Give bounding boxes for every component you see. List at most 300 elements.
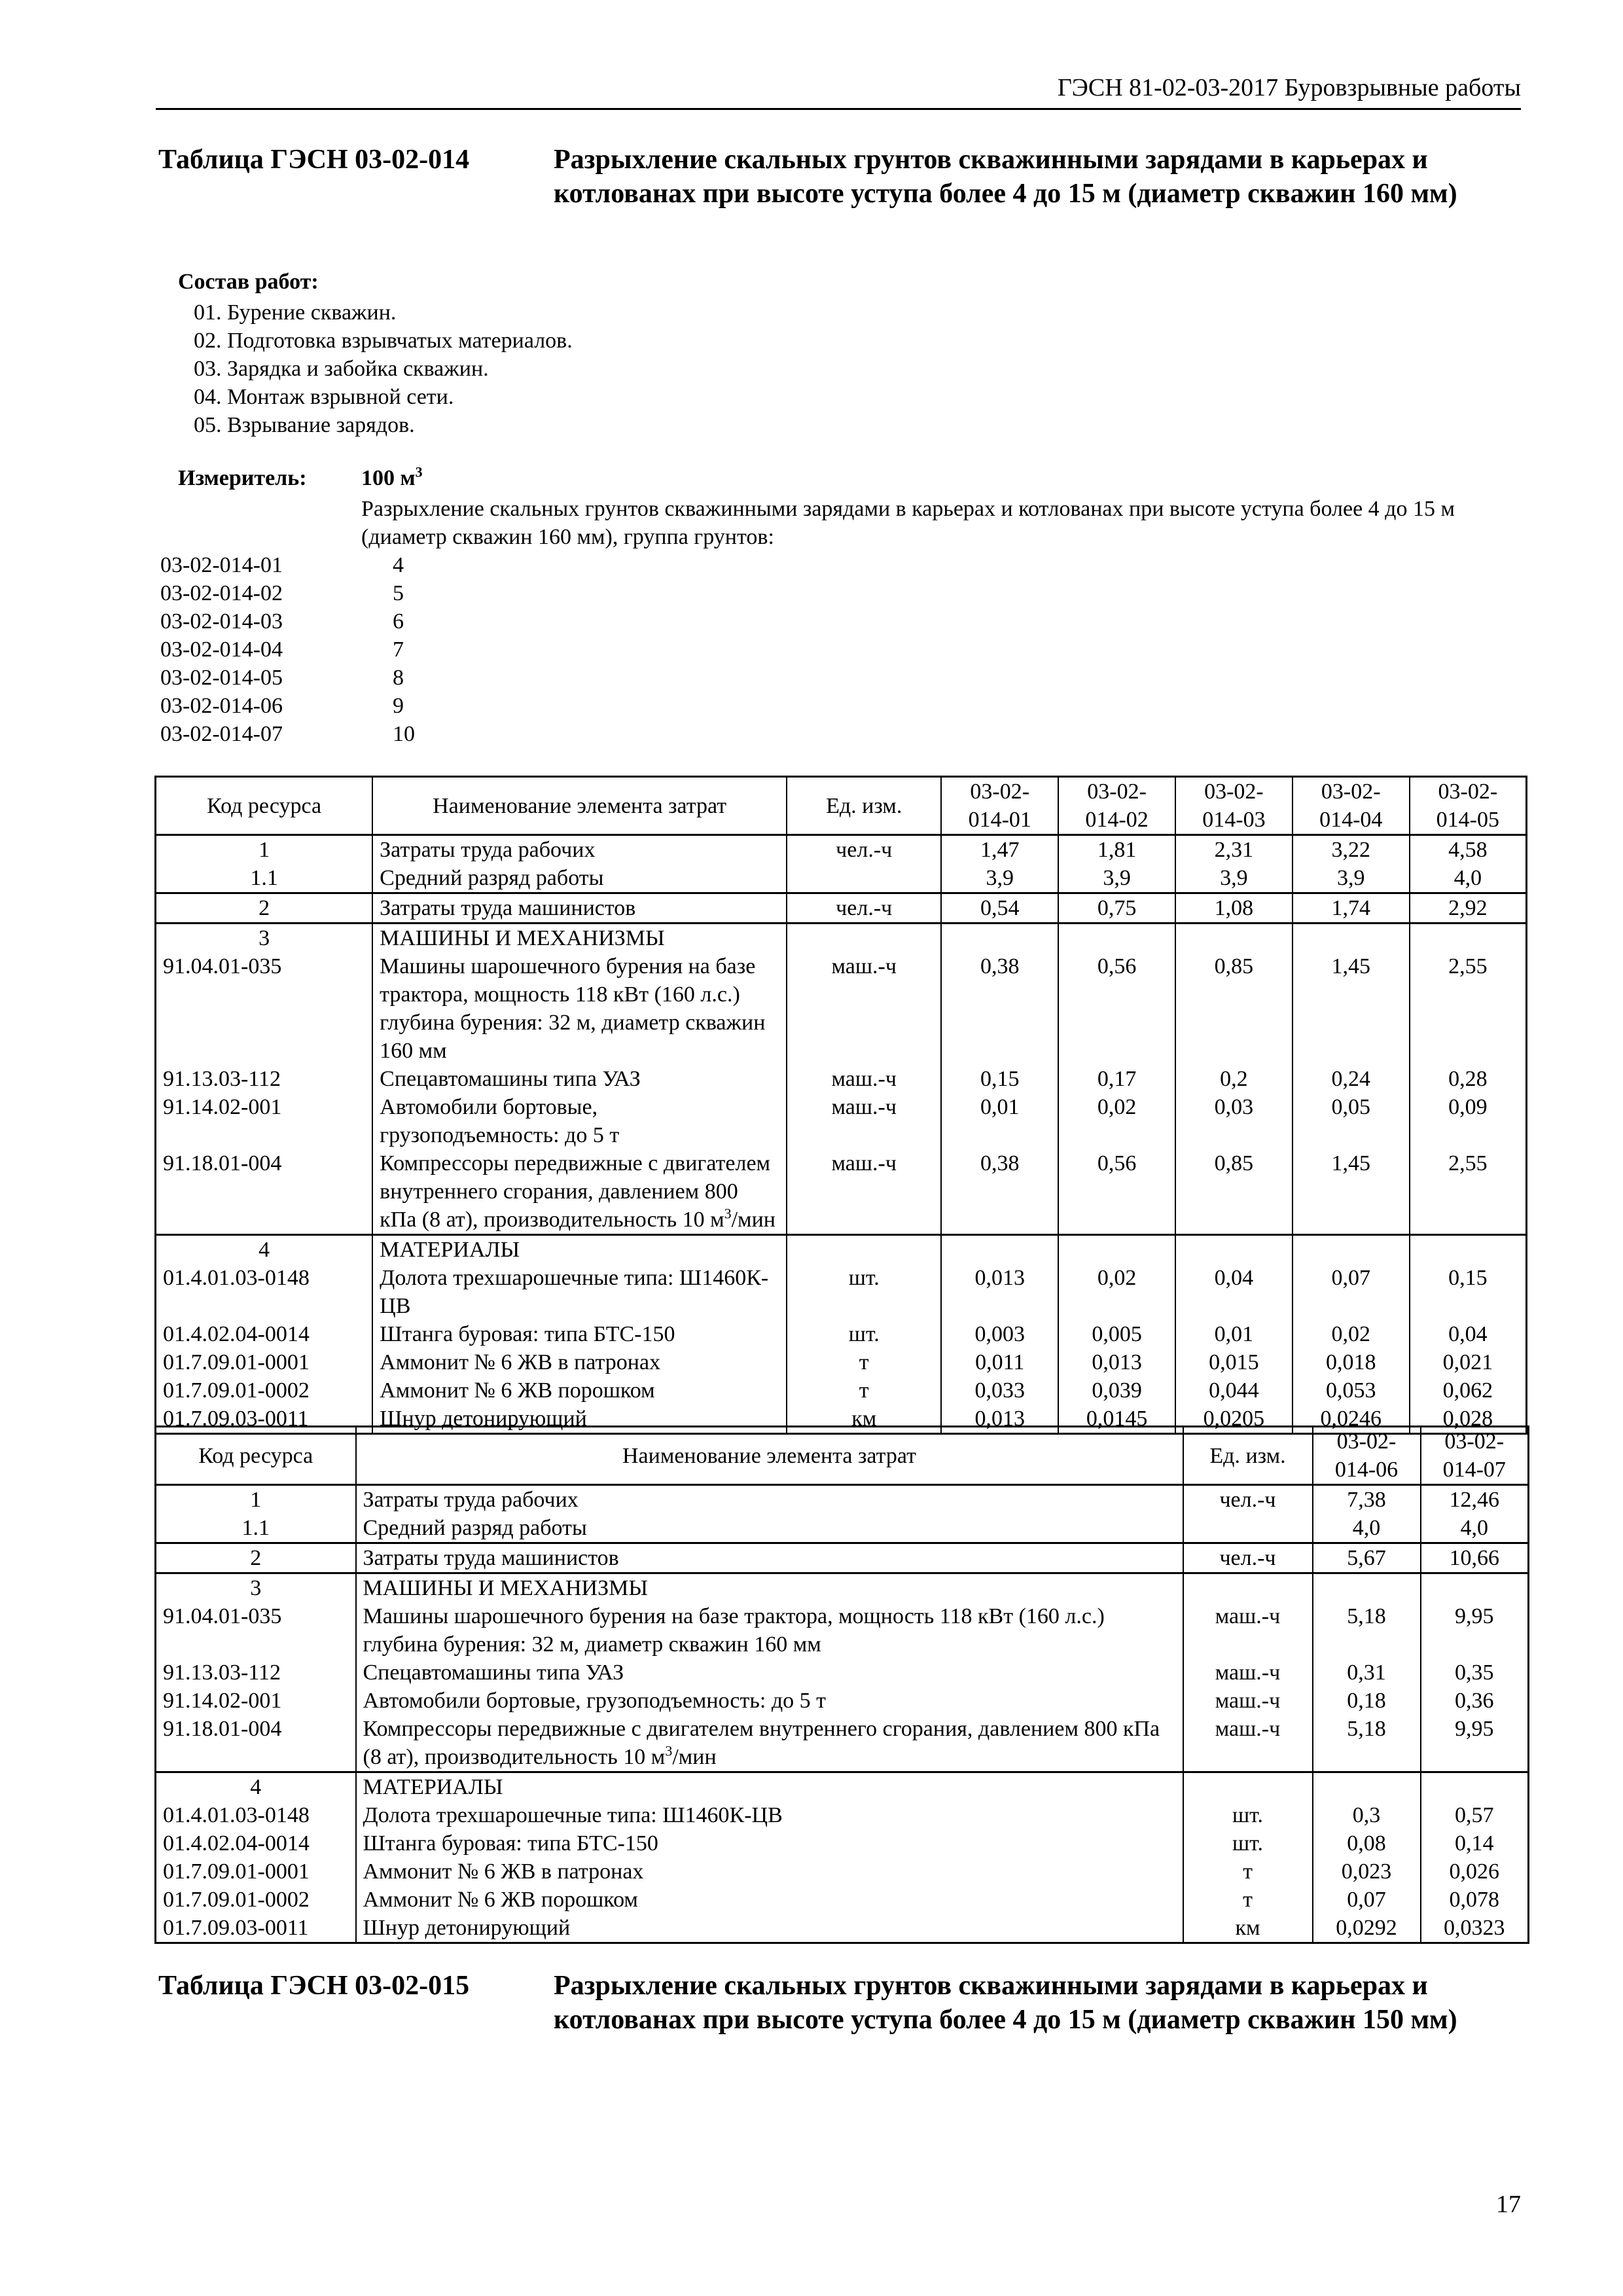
resource-value: 0,18 [1313, 1687, 1421, 1715]
code-row [160, 607, 488, 636]
resource-value [1058, 1235, 1175, 1265]
header-norm-part: 014-06 [1334, 1458, 1399, 1482]
resource-value: 0,31 [1313, 1659, 1421, 1687]
resource-value: 0,0205 [1175, 1405, 1293, 1434]
resource-value: 0,04 [1175, 1264, 1293, 1320]
resource-row [156, 1514, 1529, 1543]
resource-code: 01.7.09.03-0011 [156, 1914, 356, 1943]
resource-row [156, 924, 1527, 953]
header-norm-part: 03-02- [1204, 780, 1264, 804]
resource-name [356, 1772, 1183, 1802]
resource-value: 0,24 [1293, 1065, 1410, 1093]
resource-unit: чел.-ч [787, 893, 941, 924]
resource-value: 0,07 [1293, 1264, 1410, 1320]
resource-row [156, 1348, 1527, 1376]
resource-value [1313, 1772, 1421, 1802]
resource-value: 0,03 [1175, 1093, 1293, 1149]
composition-item: 02. Подготовка взрывчатых материалов. [194, 329, 573, 353]
resource-row [156, 1886, 1529, 1914]
header-norm-column [1058, 777, 1175, 835]
resource-value: 12,46 [1421, 1485, 1529, 1515]
resource-unit: маш.-ч [1183, 1687, 1313, 1715]
resource-value: 0,3 [1313, 1801, 1421, 1829]
resource-value: 0,0246 [1293, 1405, 1410, 1434]
resource-name-text: Штанга буровая: типа БТС-150 [380, 1322, 675, 1346]
resource-unit: чел.-ч [787, 835, 941, 865]
resource-value [941, 1235, 1058, 1265]
resource-value [1175, 1235, 1293, 1265]
resource-value: 0,07 [1313, 1886, 1421, 1914]
resource-name [356, 1602, 1183, 1659]
header-code: Код ресурса [156, 777, 373, 835]
resource-unit: чел.-ч [1183, 1485, 1313, 1515]
resource-value: 0,01 [1175, 1320, 1293, 1348]
resource-name [372, 924, 787, 953]
norm-code: 03-02-014-02 [160, 581, 283, 605]
resource-code: 91.04.01-035 [156, 1602, 356, 1659]
header-rule [156, 108, 1521, 110]
resource-name-text: Компрессоры передвижные с двигателем внутреннего сгорания, давлением 800 кПа (8 ат), производительность 10 м [380, 1151, 771, 1232]
composition-item: 05. Взрывание зарядов. [194, 413, 415, 437]
resource-unit: маш.-ч [1183, 1715, 1313, 1772]
resource-value [1313, 1573, 1421, 1603]
resource-value: 0,078 [1421, 1886, 1529, 1914]
resource-name [372, 1320, 787, 1348]
resource-name-text: Затраты труда рабочих [363, 1488, 579, 1512]
resource-row [156, 1602, 1529, 1659]
resource-name-text: Шнур детонирующий [363, 1916, 571, 1940]
resource-name [356, 1573, 1183, 1603]
header-norm-column [1421, 1427, 1529, 1485]
resource-code: 1.1 [156, 864, 373, 893]
header-norm-part: 03-02- [1444, 1429, 1505, 1454]
resource-name-text: Шнур детонирующий [380, 1407, 587, 1431]
resource-value: 3,22 [1293, 835, 1410, 865]
resource-value: 2,55 [1410, 1149, 1527, 1235]
resource-value: 4,0 [1421, 1514, 1529, 1543]
resource-name-text: МАТЕРИАЛЫ [380, 1238, 520, 1262]
resource-value: 0,85 [1175, 952, 1293, 1065]
resource-name-text: Автомобили бортовые, грузоподъемность: до 5 т [363, 1689, 826, 1713]
resource-unit: маш.-ч [787, 1065, 941, 1093]
resource-unit: км [1183, 1914, 1313, 1943]
resource-code: 01.7.09.01-0002 [156, 1886, 356, 1914]
resource-name-text: Затраты труда машинистов [363, 1546, 619, 1570]
resource-code: 91.04.01-035 [156, 952, 373, 1065]
resource-value: 0,021 [1410, 1348, 1527, 1376]
resource-row [156, 1772, 1529, 1802]
resource-name-text: Спецавтомашины типа УАЗ [380, 1067, 641, 1091]
resource-code: 2 [156, 893, 373, 924]
resource-value: 1,74 [1293, 893, 1410, 924]
resource-name [372, 835, 787, 865]
resource-row [156, 1485, 1529, 1515]
soil-group: 6 [393, 609, 404, 634]
resource-value [1175, 924, 1293, 953]
resource-name-sup: 3 [724, 1205, 732, 1222]
code-row [160, 636, 488, 664]
resource-name-text: Долота трехшарошечные типа: Ш1460К-ЦВ [380, 1266, 769, 1318]
resource-value: 0,011 [941, 1348, 1058, 1376]
resource-name-text: Аммонит № 6 ЖВ в патронах [380, 1350, 661, 1374]
header-norm-part: 014-07 [1442, 1458, 1506, 1482]
resource-row [156, 864, 1527, 893]
resource-value: 0,003 [941, 1320, 1058, 1348]
resource-row [156, 1543, 1529, 1573]
resource-value: 0,018 [1293, 1348, 1410, 1376]
resource-row [156, 1829, 1529, 1857]
resource-value: 0,062 [1410, 1376, 1527, 1405]
header-norm-part: 014-05 [1436, 808, 1499, 832]
resource-value: 9,95 [1421, 1715, 1529, 1772]
resource-value: 0,28 [1410, 1065, 1527, 1093]
resource-value [1421, 1772, 1529, 1802]
resource-code: 01.7.09.01-0002 [156, 1376, 373, 1405]
resource-value: 0,028 [1410, 1405, 1527, 1434]
resource-value: 3,9 [1058, 864, 1175, 893]
resource-row [156, 893, 1527, 924]
resource-value: 0,02 [1058, 1093, 1175, 1149]
resource-value: 0,013 [1058, 1348, 1175, 1376]
resource-name-text: Аммонит № 6 ЖВ в патронах [363, 1859, 644, 1884]
resource-unit: шт. [787, 1264, 941, 1320]
resource-value: 0,005 [1058, 1320, 1175, 1348]
resource-value [1293, 1235, 1410, 1265]
resource-unit [1183, 1573, 1313, 1603]
next-table-title: Разрыхление скальных грунтов скважинными зарядами в карьерах и котлованах при высоте уступа более 4 до 15 м (диаметр скважин 150 мм) [554, 1971, 1457, 2035]
norm-code: 03-02-014-05 [160, 666, 283, 690]
resource-name [372, 952, 787, 1065]
resource-value: 5,18 [1313, 1602, 1421, 1659]
resource-value: 2,31 [1175, 835, 1293, 865]
resource-value [1058, 924, 1175, 953]
resource-row [156, 1093, 1527, 1149]
resource-row [156, 835, 1527, 865]
resource-row [156, 1857, 1529, 1886]
resource-name [356, 1687, 1183, 1715]
resource-row [156, 1376, 1527, 1405]
header-norm-part: 03-02- [1336, 1429, 1397, 1454]
resource-unit: чел.-ч [1183, 1543, 1313, 1573]
resource-value: 1,81 [1058, 835, 1175, 865]
code-row [160, 664, 488, 692]
resource-row [156, 1149, 1527, 1235]
resource-code: 3 [156, 1573, 356, 1603]
composition-item: 03. Зарядка и забойка скважин. [194, 357, 489, 381]
resource-code: 01.7.09.01-0001 [156, 1348, 373, 1376]
resource-name [356, 1801, 1183, 1829]
resource-name [372, 1348, 787, 1376]
resource-value: 0,02 [1293, 1320, 1410, 1348]
resource-name-text: МАТЕРИАЛЫ [363, 1775, 503, 1799]
resource-value [1410, 924, 1527, 953]
running-header: ГЭСН 81-02-03-2017 Буровзрывные работы [1057, 74, 1521, 101]
resource-value: 0,09 [1410, 1093, 1527, 1149]
header-norm-part: 014-03 [1202, 808, 1266, 832]
composition-item: 01. Бурение скважин. [194, 300, 397, 325]
resource-name-tail: /мин [731, 1208, 776, 1232]
resource-row [156, 1573, 1529, 1603]
resource-row [156, 1914, 1529, 1943]
resource-code: 01.4.01.03-0148 [156, 1801, 356, 1829]
resource-name [372, 893, 787, 924]
resource-row [156, 1801, 1529, 1829]
resource-code: 91.14.02-001 [156, 1093, 373, 1149]
resource-value: 1,45 [1293, 952, 1410, 1065]
resource-value: 0,15 [941, 1065, 1058, 1093]
resource-name-text: Компрессоры передвижные с двигателем внутреннего сгорания, давлением 800 кПа (8 ат), производительность 10 м [363, 1717, 1160, 1769]
resource-value: 2,55 [1410, 952, 1527, 1065]
resource-unit: маш.-ч [787, 952, 941, 1065]
resource-name [356, 1514, 1183, 1543]
resource-table-1 [154, 776, 1527, 1435]
header-norm-part: 03-02- [1438, 780, 1498, 804]
resource-code: 1.1 [156, 1514, 356, 1543]
resource-code: 01.4.02.04-0014 [156, 1320, 373, 1348]
resource-code: 91.18.01-004 [156, 1715, 356, 1772]
resource-name-text: Долота трехшарошечные типа: Ш1460К-ЦВ [363, 1803, 783, 1827]
resource-value: 0,17 [1058, 1065, 1175, 1093]
resource-value: 0,14 [1421, 1829, 1529, 1857]
resource-name [356, 1914, 1183, 1943]
resource-code: 01.4.02.04-0014 [156, 1829, 356, 1857]
resource-code: 01.4.01.03-0148 [156, 1264, 373, 1320]
header-norm-part: 014-04 [1319, 808, 1383, 832]
header-unit: Ед. изм. [1183, 1427, 1313, 1485]
page-number: 17 [1496, 2191, 1521, 2218]
resource-name [356, 1715, 1183, 1772]
header-norm-column [941, 777, 1058, 835]
resource-unit: т [1183, 1886, 1313, 1914]
header-name: Наименование элемента затрат [356, 1427, 1183, 1485]
resource-value: 0,2 [1175, 1065, 1293, 1093]
resource-unit: маш.-ч [787, 1149, 941, 1235]
header-norm-column [1313, 1427, 1421, 1485]
code-row [160, 551, 488, 579]
resource-name [356, 1886, 1183, 1914]
resource-value: 2,92 [1410, 893, 1527, 924]
resource-unit: км [787, 1405, 941, 1434]
resource-code: 91.13.03-112 [156, 1659, 356, 1687]
next-table-label: Таблица ГЭСН 03-02-015 [158, 1971, 470, 2001]
resource-unit [787, 1235, 941, 1265]
soil-group: 8 [393, 666, 404, 690]
header-norm-part: 03-02- [970, 780, 1030, 804]
resource-name-text: Машины шарошечного бурения на базе трактора, мощность 118 кВт (160 л.с.) глубина бурения: 32 м, диаметр скважин 160 мм [363, 1604, 1105, 1657]
resource-value: 0,039 [1058, 1376, 1175, 1405]
resource-table-2 [154, 1426, 1529, 1944]
resource-value: 9,95 [1421, 1602, 1529, 1659]
resource-value: 3,9 [1175, 864, 1293, 893]
resource-value: 4,0 [1410, 864, 1527, 893]
resource-name-text: Затраты труда рабочих [380, 838, 596, 862]
resource-name-text: МАШИНЫ И МЕХАНИЗМЫ [363, 1576, 649, 1600]
composition-label: Состав работ: [178, 270, 319, 294]
resource-value: 0,033 [941, 1376, 1058, 1405]
meter-label: Измеритель: [178, 466, 307, 490]
resource-name-text: Штанга буровая: типа БТС-150 [363, 1831, 658, 1856]
resource-name-text: Аммонит № 6 ЖВ порошком [363, 1888, 638, 1912]
resource-value: 0,75 [1058, 893, 1175, 924]
resource-value [1421, 1573, 1529, 1603]
soil-group: 9 [393, 694, 404, 718]
resource-value: 0,57 [1421, 1801, 1529, 1829]
resource-name [356, 1659, 1183, 1687]
resource-name [356, 1829, 1183, 1857]
resource-value: 0,05 [1293, 1093, 1410, 1149]
header-norm-part: 014-02 [1085, 808, 1149, 832]
resource-code: 91.18.01-004 [156, 1149, 373, 1235]
resource-value: 0,0292 [1313, 1914, 1421, 1943]
table-title: Разрыхление скальных грунтов скважинными зарядами в карьерах и котлованах при высоте уступа более 4 до 15 м (диаметр скважин 160 мм) [554, 145, 1457, 209]
resource-code: 01.7.09.03-0011 [156, 1405, 373, 1434]
resource-unit: т [787, 1376, 941, 1405]
resource-value: 0,85 [1175, 1149, 1293, 1235]
resource-code: 3 [156, 924, 373, 953]
resource-value: 0,08 [1313, 1829, 1421, 1857]
resource-value: 0,0145 [1058, 1405, 1175, 1434]
resource-value: 5,67 [1313, 1543, 1421, 1573]
resource-value [941, 924, 1058, 953]
code-row [160, 720, 488, 748]
resource-row [156, 1264, 1527, 1320]
resource-unit: маш.-ч [1183, 1659, 1313, 1687]
soil-group: 5 [393, 581, 404, 605]
resource-name [356, 1543, 1183, 1573]
resource-value: 0,015 [1175, 1348, 1293, 1376]
resource-code: 91.13.03-112 [156, 1065, 373, 1093]
resource-value: 1,47 [941, 835, 1058, 865]
resource-name [372, 864, 787, 893]
resource-name [356, 1485, 1183, 1515]
header-norm-part: 014-01 [968, 808, 1031, 832]
resource-unit: маш.-ч [1183, 1602, 1313, 1659]
header-code: Код ресурса [156, 1427, 356, 1485]
resource-code: 2 [156, 1543, 356, 1573]
resource-value: 0,38 [941, 952, 1058, 1065]
resource-value: 3,9 [1293, 864, 1410, 893]
resource-value: 0,54 [941, 893, 1058, 924]
resource-name-text: Затраты труда машинистов [380, 896, 636, 920]
resource-value [1293, 924, 1410, 953]
resource-value: 0,026 [1421, 1857, 1529, 1886]
norm-code: 03-02-014-03 [160, 609, 283, 634]
resource-value: 0,04 [1410, 1320, 1527, 1348]
resource-name [372, 1376, 787, 1405]
resource-unit: шт. [1183, 1801, 1313, 1829]
resource-code: 4 [156, 1235, 373, 1265]
resource-name-text: Спецавтомашины типа УАЗ [363, 1660, 624, 1685]
soil-group: 4 [393, 553, 404, 577]
resource-unit [787, 924, 941, 953]
header-unit: Ед. изм. [787, 777, 941, 835]
resource-name [372, 1093, 787, 1149]
resource-value: 3,9 [941, 864, 1058, 893]
resource-code: 1 [156, 1485, 356, 1515]
resource-value: 1,08 [1175, 893, 1293, 924]
resource-name [356, 1857, 1183, 1886]
resource-unit: шт. [787, 1320, 941, 1348]
header-norm-column [1293, 777, 1410, 835]
resource-value: 0,02 [1058, 1264, 1175, 1320]
header-norm-column [1175, 777, 1293, 835]
resource-row [156, 952, 1527, 1065]
resource-row [156, 1715, 1529, 1772]
resource-name-sup: 3 [665, 1742, 673, 1759]
code-list [160, 551, 488, 748]
soil-group: 10 [393, 722, 415, 746]
resource-name-text: Аммонит № 6 ЖВ порошком [380, 1378, 655, 1403]
resource-value: 0,38 [941, 1149, 1058, 1235]
header-norm-part: 03-02- [1321, 780, 1381, 804]
resource-value: 7,38 [1313, 1485, 1421, 1515]
resource-value: 0,044 [1175, 1376, 1293, 1405]
resource-value: 1,45 [1293, 1149, 1410, 1235]
resource-value: 0,013 [941, 1264, 1058, 1320]
norm-code: 03-02-014-07 [160, 722, 283, 746]
resource-name [372, 1149, 787, 1235]
resource-name [372, 1065, 787, 1093]
resource-name-text: Средний разряд работы [363, 1516, 587, 1540]
resource-value: 0,36 [1421, 1687, 1529, 1715]
resource-value: 4,58 [1410, 835, 1527, 865]
meter-description: Разрыхление скальных грунтов скважинными зарядами в карьерах и котлованах при высоте уступа более 4 до 15 м (диаметр скважин 160 мм), группа грунтов: [361, 497, 1455, 549]
resource-unit [1183, 1514, 1313, 1543]
composition-list [194, 298, 573, 439]
resource-name-text: МАШИНЫ И МЕХАНИЗМЫ [380, 926, 665, 950]
resource-unit [1183, 1772, 1313, 1802]
soil-group: 7 [393, 637, 404, 662]
resource-value: 0,01 [941, 1093, 1058, 1149]
resource-value: 5,18 [1313, 1715, 1421, 1772]
resource-name-text: Машины шарошечного бурения на базе трактора, мощность 118 кВт (160 л.с.) глубина бурения: 32 м, диаметр скважин 160 мм [380, 954, 766, 1063]
resource-value: 0,35 [1421, 1659, 1529, 1687]
resource-value: 0,053 [1293, 1376, 1410, 1405]
table-label: Таблица ГЭСН 03-02-014 [158, 145, 470, 175]
resource-value: 0,013 [941, 1405, 1058, 1434]
resource-unit: шт. [1183, 1829, 1313, 1857]
resource-value: 0,023 [1313, 1857, 1421, 1886]
header-norm-column [1410, 777, 1527, 835]
header-name: Наименование элемента затрат [372, 777, 787, 835]
resource-row [156, 1687, 1529, 1715]
resource-value: 0,56 [1058, 952, 1175, 1065]
resource-unit [787, 864, 941, 893]
resource-code: 4 [156, 1772, 356, 1802]
norm-code: 03-02-014-06 [160, 694, 283, 718]
composition-item: 04. Монтаж взрывной сети. [194, 385, 454, 409]
resource-unit: т [787, 1348, 941, 1376]
norm-code: 03-02-014-01 [160, 553, 283, 577]
resource-code: 91.14.02-001 [156, 1687, 356, 1715]
resource-row [156, 1065, 1527, 1093]
resource-value: 10,66 [1421, 1543, 1529, 1573]
resource-name-tail: /мин [672, 1745, 717, 1769]
resource-name [372, 1264, 787, 1320]
resource-row [156, 1320, 1527, 1348]
norm-code: 03-02-014-04 [160, 637, 283, 662]
resource-code: 01.7.09.01-0001 [156, 1857, 356, 1886]
resource-value: 4,0 [1313, 1514, 1421, 1543]
header-norm-part: 03-02- [1087, 780, 1147, 804]
resource-value: 0,56 [1058, 1149, 1175, 1235]
meter-value: 100 $м^3$ [361, 463, 423, 490]
resource-unit: т [1183, 1857, 1313, 1886]
resource-row [156, 1235, 1527, 1265]
resource-name-text: Средний разряд работы [380, 866, 604, 890]
resource-code: 1 [156, 835, 373, 865]
resource-value: 0,15 [1410, 1264, 1527, 1320]
